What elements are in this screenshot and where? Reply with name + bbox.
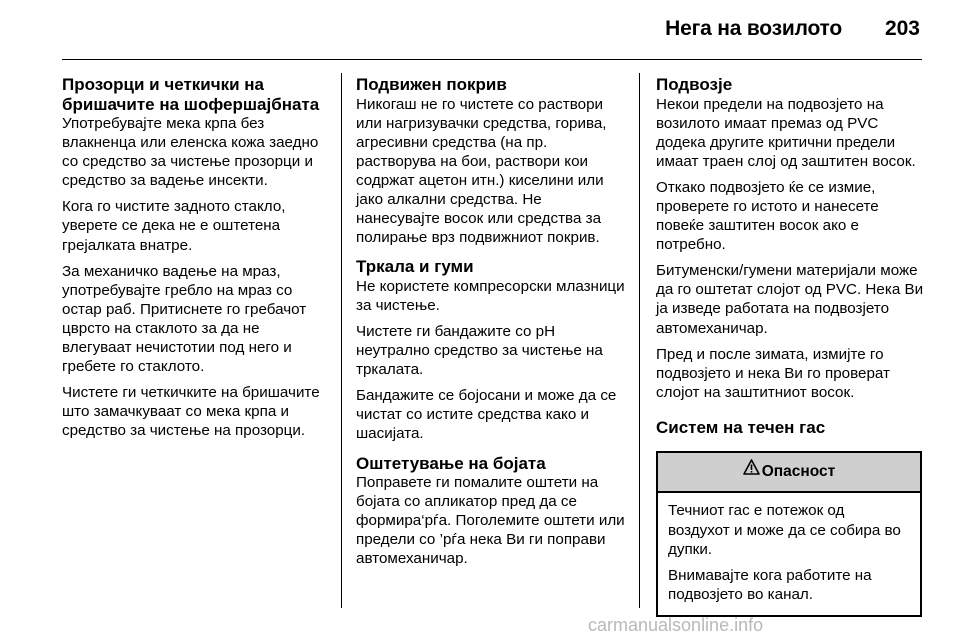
column-windows xyxy=(62,75,332,448)
paragraph: Откако подвозјето ќе се измие, проверете го истото и нанесете повеќе заштитен восок ако е потребно. xyxy=(656,178,879,254)
heading-paint-damage: Оштетување на бојата xyxy=(356,453,546,473)
heading-underbody: Подвозје xyxy=(656,75,733,94)
heading-wheels-tyres: Тркала и гуми xyxy=(356,257,474,277)
paragraph: Употребувајте мека крпа без влакненца или еленска кожа заедно со средство за чистење прозорци и средство за вадење инсекти. xyxy=(62,115,319,190)
column-divider-1 xyxy=(341,73,342,608)
paragraph: Никогаш не го чистете со раствори или нагризувачки средства, горива, агресивни средства (на пр. растворува на бои, раствори кои содржат ацетон итн.) киселини или јако алкални средства. Не нанесувајте восок или средства за полирање врз подвижниот покрив. xyxy=(356,95,607,247)
paragraph: Битуменски/гумени материјали може да го оштетат слојот од PVC. Нека Ви ја изведе работата на подвозјето автомеханичар. xyxy=(656,262,924,337)
page-number: 203 xyxy=(884,17,920,40)
heading-sunroof: Подвижен покрив xyxy=(356,75,507,94)
danger-box-title: Опасност xyxy=(761,463,836,481)
header-rule xyxy=(62,59,922,60)
paragraph: Чистете ги четкичките на бришачите што замачкуваат со мека крпа и средство за чистење на прозорци. xyxy=(62,384,320,440)
paragraph: Некои предели на подвозјето на возилото имаат премаз од PVC додека другите критични предели имаат траен слој од заштитен восок. xyxy=(656,95,916,170)
paragraph: Бандажите се бојосани и може да се чистат со истите средства како и шасијата. xyxy=(356,387,617,443)
warning-triangle-icon xyxy=(743,452,760,490)
danger-box-header xyxy=(658,453,920,493)
watermark: carmanualsonline.info xyxy=(588,615,764,635)
paragraph: Не користете компресорски млазници за чистење. xyxy=(356,277,625,314)
page-header xyxy=(0,0,960,60)
danger-box xyxy=(656,451,922,616)
paragraph: Кога го чистите задното стакло, уверете се дека не е оштетена грејалката внатре. xyxy=(62,198,286,254)
column-roof-wheels-paint xyxy=(356,75,628,575)
paragraph: Чистете ги бандажите со pH неутрално средство за чистење на тркалата. xyxy=(356,322,603,379)
paragraph: Течниот гас е потежок од воздухот и може да се собира во дупки. xyxy=(668,502,901,558)
paragraph: Пред и после зимата, измијте го подвозјето и нека Ви го проверат слојот на заштитниот восок. xyxy=(656,345,890,401)
paragraph: Поправете ги помалите оштети на бојата со апликатор пред да се формира‘рѓа. Поголемите оштети или предели со ’рѓа нека Ви ги поправи автомеханичар. xyxy=(356,474,625,568)
header-title: Нега на возилото xyxy=(665,17,842,40)
column-underbody-lpg xyxy=(656,75,924,617)
danger-box-body xyxy=(658,493,920,614)
column-divider-2 xyxy=(639,73,640,608)
heading-lpg-system: Систем на течен гас xyxy=(656,417,826,437)
paragraph: Внимавајте кога работите на подвозјето во канал. xyxy=(668,566,872,603)
paragraph: За механичко вадење на мраз, употребувајте гребло на мраз со остар раб. Притиснете го гребачот цврсто на стаклото за да не влегуваат нечистотии под него и гребете го стаклото. xyxy=(62,262,307,376)
heading-windows-wipers: Прозорци и четкички на бришачите на шофершајбната xyxy=(62,75,320,114)
